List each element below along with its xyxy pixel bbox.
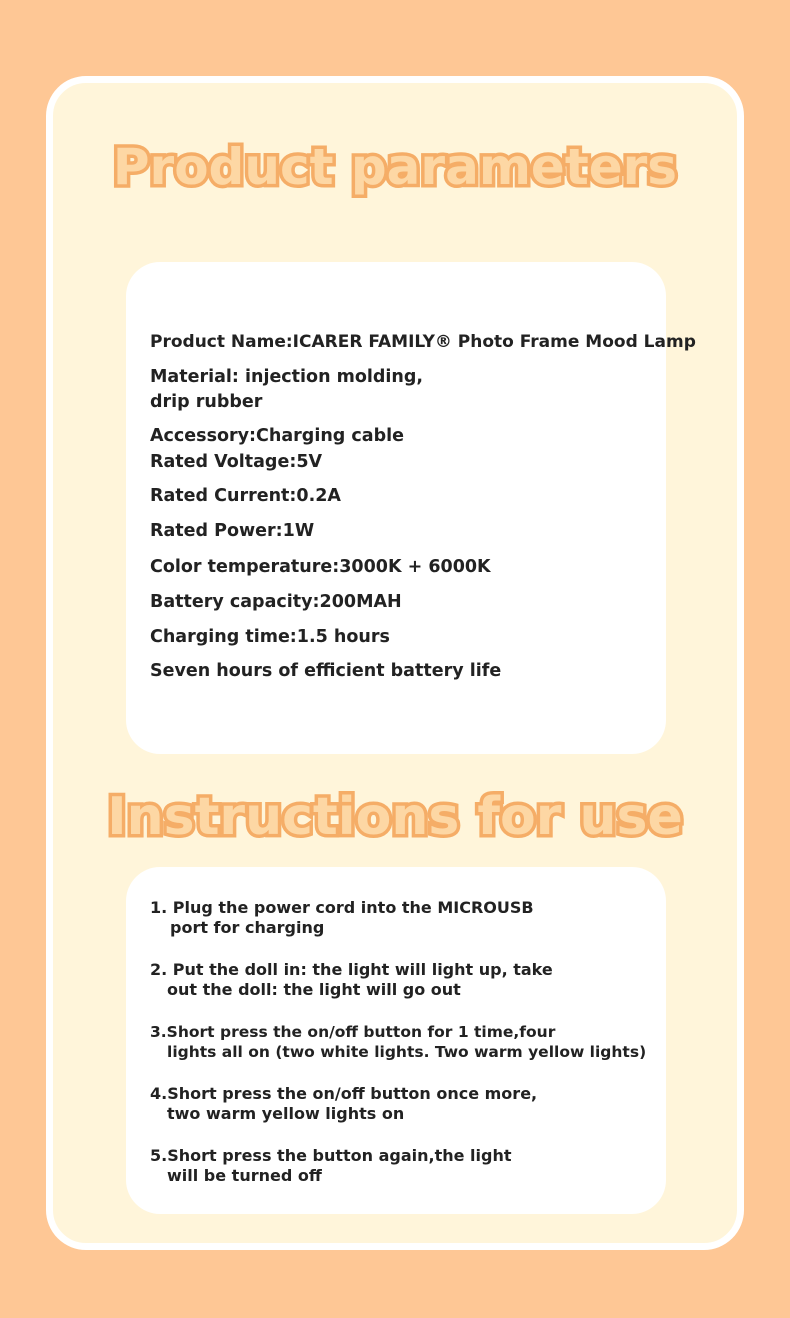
instructions-heading: Instructions for use — [107, 787, 683, 847]
instruction-step — [150, 1146, 512, 1186]
param-rated-current: Rated Current:0.2A — [150, 486, 341, 506]
param-color-temperature: Color temperature:3000K + 6000K — [150, 557, 491, 577]
parameters-card — [126, 262, 696, 754]
step-text-cont: lights all on (two white lights. Two warm yellow lights) — [167, 1043, 647, 1061]
step-text-cont: two warm yellow lights on — [167, 1104, 405, 1123]
instruction-step — [150, 1022, 646, 1062]
step-text: 1. Plug the power cord into the MICROUSB — [150, 898, 534, 917]
param-rated-voltage: Rated Voltage:5V — [150, 452, 323, 472]
param-battery-capacity: Battery capacity:200MAH — [150, 592, 402, 612]
instructions-card — [126, 867, 666, 1214]
instruction-step — [150, 898, 534, 938]
step-text-cont: will be turned off — [167, 1166, 322, 1185]
param-material: Material: injection molding, — [150, 367, 424, 387]
instruction-step — [150, 1084, 537, 1124]
step-text: 4.Short press the on/off button once more, — [150, 1084, 538, 1103]
instruction-step — [150, 960, 553, 1000]
param-battery-life: Seven hours of efficient battery life — [150, 661, 502, 681]
param-product-name: Product Name:ICARER FAMILY® Photo Frame Mood Lamp — [150, 332, 696, 352]
param-rated-power: Rated Power:1W — [150, 521, 315, 541]
product-parameters-heading: Product parameters — [112, 138, 678, 196]
param-material-cont: drip rubber — [150, 392, 263, 412]
step-text-cont: port for charging — [170, 918, 325, 937]
step-text: 3.Short press the on/off button for 1 time,four — [150, 1023, 556, 1041]
param-charging-time: Charging time:1.5 hours — [150, 627, 390, 647]
param-accessory: Accessory:Charging cable — [150, 426, 404, 446]
step-text-cont: out the doll: the light will go out — [167, 980, 461, 999]
step-text: 5.Short press the button again,the light — [150, 1146, 512, 1165]
step-text: 2. Put the doll in: the light will light up, take — [150, 960, 553, 979]
